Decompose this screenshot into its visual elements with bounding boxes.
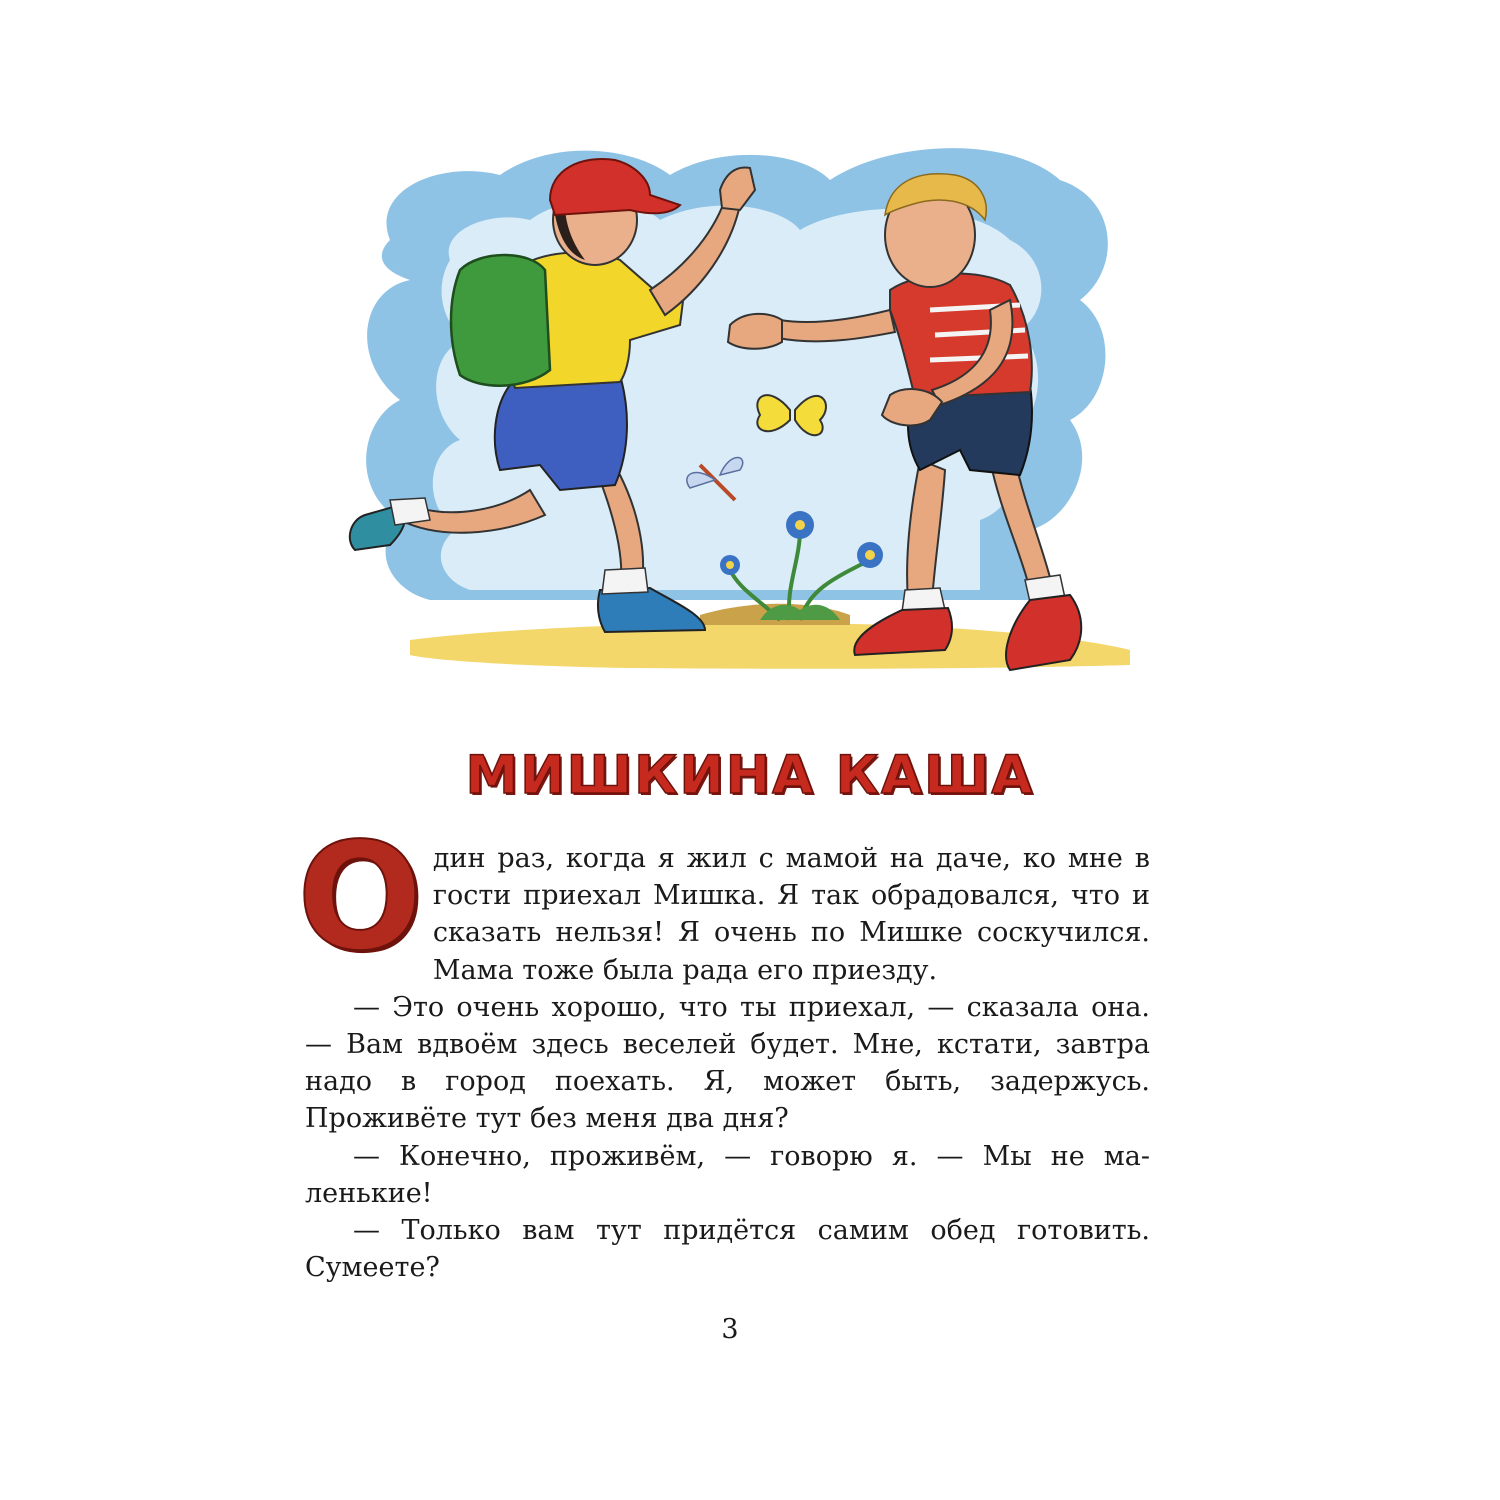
paragraph-3: — Конечно, проживём, — говорю я. — Мы не маленькие! xyxy=(305,1140,1150,1209)
drop-cap: О xyxy=(297,811,423,983)
paragraph-2: — Это очень хорошо, что ты приехал, — сказала она. — Вам вдвоём здесь веселей будет. Мне, кстати, завтра надо в город поехать. Я, может быть, задержусь. Проживёте тут без меня два дня? xyxy=(305,991,1150,1135)
story-title: МИШКИНА КАША xyxy=(465,745,1035,806)
story-text xyxy=(297,811,1150,1286)
paragraph-1 xyxy=(297,811,1150,989)
page-number: 3 xyxy=(721,1314,739,1345)
paragraph-1-text: дин раз, когда я жил с мамой на даче, ко мне в гости приехал Мишка. Я так обрадовался, что и сказать нельзя! Я очень по Мишке соскучился. Мама тоже была рада его приезду. xyxy=(432,843,1150,986)
paragraph-4: — Только вам тут придётся самим обед готовить. Сумеете? xyxy=(305,1215,1150,1284)
illustration-two-boys xyxy=(330,120,1130,700)
